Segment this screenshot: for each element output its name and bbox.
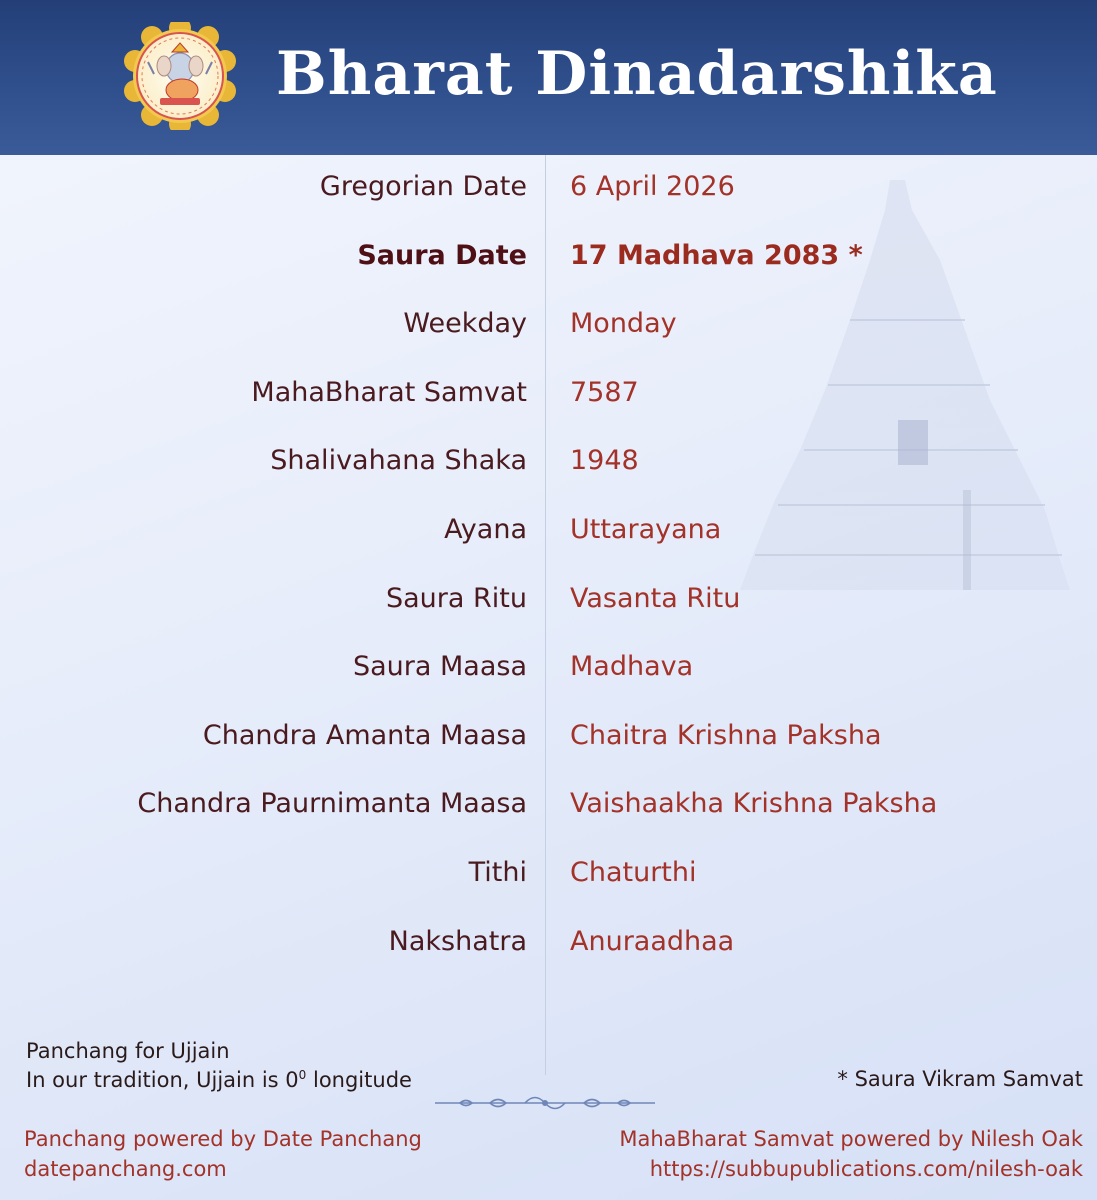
samvat-credit: MahaBharat Samvat powered by Nilesh Oak xyxy=(619,1127,1083,1151)
table-row xyxy=(0,574,1097,624)
row-label: Saura Date xyxy=(357,240,527,271)
table-row xyxy=(0,848,1097,898)
table-row xyxy=(0,642,1097,692)
row-label: MahaBharat Samvat xyxy=(251,377,527,408)
table-row xyxy=(0,162,1097,212)
row-label: Weekday xyxy=(403,308,527,339)
row-value: Monday xyxy=(570,308,677,339)
row-value: Anuraadhaa xyxy=(570,926,735,957)
row-label: Chandra Amanta Maasa xyxy=(202,720,527,751)
row-value: Chaturthi xyxy=(570,857,697,888)
table-row xyxy=(0,299,1097,349)
table-row xyxy=(0,368,1097,418)
row-value: Chaitra Krishna Paksha xyxy=(570,720,882,751)
row-value: Vasanta Ritu xyxy=(570,583,741,614)
row-value: 6 April 2026 xyxy=(570,171,735,202)
footnote-saura-vikram: * Saura Vikram Samvat xyxy=(837,1067,1083,1091)
row-value: 17 Madhava 2083 * xyxy=(570,240,863,271)
row-value: 7587 xyxy=(570,377,639,408)
row-label: Shalivahana Shaka xyxy=(270,445,527,476)
samvat-link[interactable]: https://subbupublications.com/nilesh-oak xyxy=(649,1157,1083,1181)
row-label: Chandra Paurnimanta Maasa xyxy=(137,788,527,819)
row-label: Saura Maasa xyxy=(352,651,527,682)
header-banner xyxy=(0,0,1097,155)
row-value: Vaishaakha Krishna Paksha xyxy=(570,788,938,819)
row-label: Gregorian Date xyxy=(319,171,527,202)
row-label: Tithi xyxy=(468,857,527,888)
tradition-note: In our tradition, Ujjain is $0^0$ longitude xyxy=(26,1068,412,1092)
row-label: Ayana xyxy=(444,514,527,545)
panchang-link[interactable]: datepanchang.com xyxy=(24,1157,227,1181)
table-row xyxy=(0,231,1097,281)
table-row xyxy=(0,711,1097,761)
table-row xyxy=(0,779,1097,829)
row-value: 1948 xyxy=(570,445,639,476)
app-title: Bharat Dinadarshika xyxy=(276,39,998,109)
ornament-divider-icon xyxy=(430,1090,660,1116)
location-note: Panchang for Ujjain xyxy=(26,1039,230,1063)
table-row xyxy=(0,917,1097,967)
row-value: Uttarayana xyxy=(570,514,722,545)
row-label: Saura Ritu xyxy=(386,583,527,614)
table-row xyxy=(0,436,1097,486)
table-row xyxy=(0,505,1097,555)
panchang-credit: Panchang powered by Date Panchang xyxy=(24,1127,422,1151)
row-label: Nakshatra xyxy=(388,926,527,957)
ganesha-logo-icon xyxy=(124,22,236,130)
row-value: Madhava xyxy=(570,651,694,682)
